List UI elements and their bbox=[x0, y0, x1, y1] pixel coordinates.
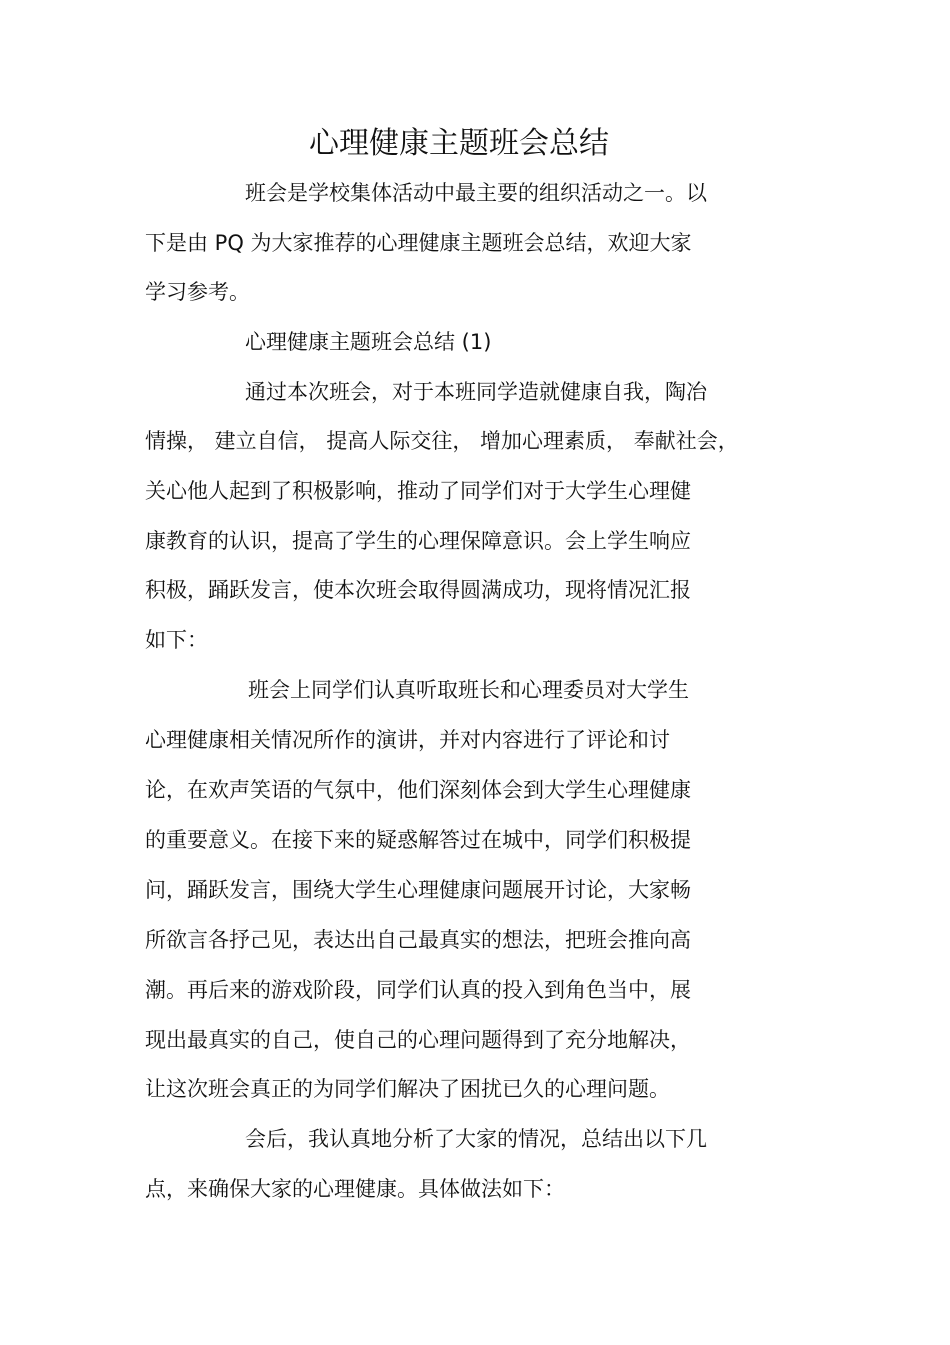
section-heading: 心理健康主题班会总结 (1) bbox=[245, 330, 492, 354]
paragraph-line: 论，在欢声笑语的气氛中，他们深刻体会到大学生心理健康 bbox=[145, 778, 691, 802]
paragraph-line: 心理健康相关情况所作的演讲，并对内容进行了评论和讨 bbox=[145, 728, 670, 752]
paragraph-line: 积极，踊跃发言，使本次班会取得圆满成功，现将情况汇报 bbox=[145, 578, 691, 602]
paragraph-line: 班会上同学们认真听取班长和心理委员对大学生 bbox=[248, 678, 689, 702]
paragraph-line: 所欲言各抒己见，表达出自己最真实的想法，把班会推向高 bbox=[145, 928, 691, 952]
paragraph-line: 情操， 建立自信， 提高人际交往， 增加心理素质， 奉献社会， bbox=[145, 429, 739, 453]
intro-line: 班会是学校集体活动中最主要的组织活动之一。以 bbox=[245, 181, 707, 205]
paragraph-line: 潮。再后来的游戏阶段，同学们认真的投入到角色当中，展 bbox=[145, 978, 691, 1002]
paragraph-line: 关心他人起到了积极影响，推动了同学们对于大学生心理健 bbox=[145, 479, 691, 503]
paragraph-line: 问，踊跃发言，围绕大学生心理健康问题展开讨论，大家畅 bbox=[145, 878, 691, 902]
paragraph-line: 通过本次班会，对于本班同学造就健康自我，陶冶 bbox=[245, 380, 707, 404]
paragraph-line: 如下： bbox=[145, 628, 208, 652]
paragraph-line: 的重要意义。在接下来的疑惑解答过在城中，同学们积极提 bbox=[145, 828, 691, 852]
paragraph-line: 会后，我认真地分析了大家的情况，总结出以下几 bbox=[245, 1127, 707, 1151]
paragraph-line: 让这次班会真正的为同学们解决了困扰已久的心理问题。 bbox=[145, 1077, 670, 1101]
page-title: 心理健康主题班会总结 bbox=[309, 126, 609, 161]
paragraph-line: 现出最真实的自己，使自己的心理问题得到了充分地解决， bbox=[145, 1028, 691, 1052]
paragraph-line: 康教育的认识，提高了学生的心理保障意识。会上学生响应 bbox=[145, 529, 691, 553]
intro-line: 下是由 PQ 为大家推荐的心理健康主题班会总结，欢迎大家 bbox=[145, 231, 692, 255]
intro-line: 学习参考。 bbox=[145, 280, 250, 304]
paragraph-line: 点，来确保大家的心理健康。具体做法如下： bbox=[145, 1177, 565, 1201]
